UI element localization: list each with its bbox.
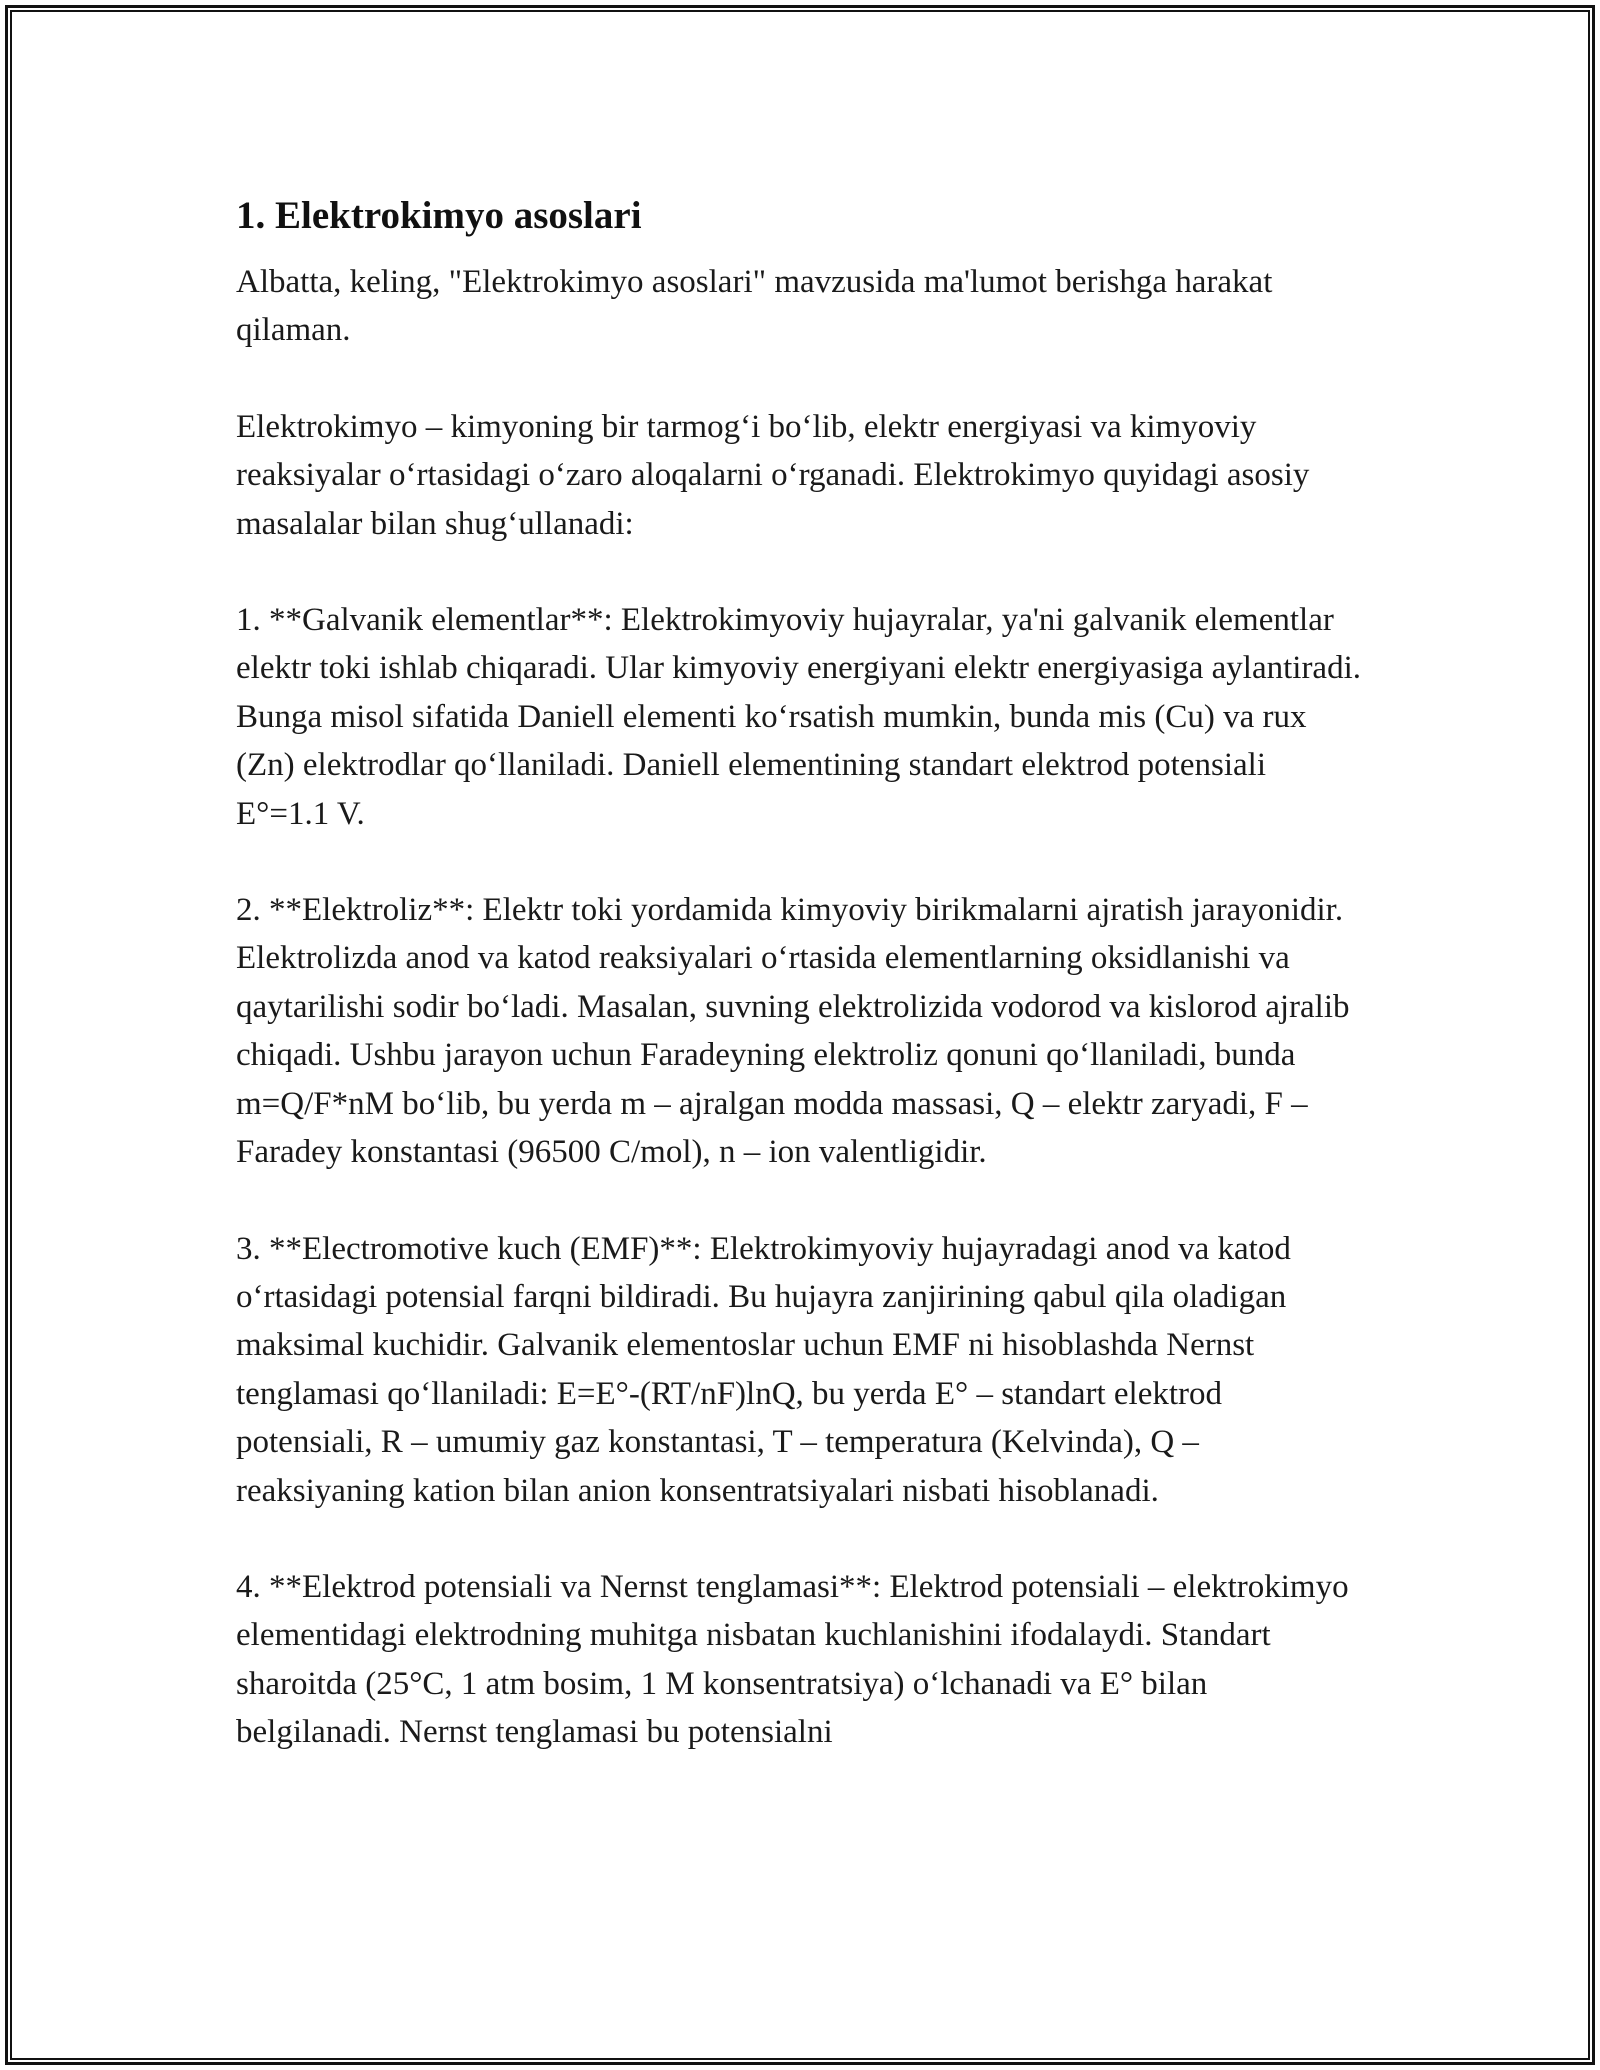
document-title: 1. Elektrokimyo asoslari (236, 194, 642, 237)
document-page (236, 188, 1366, 1805)
paragraph-definition: Elektrokimyo – kimyoning bir tarmog‘i bo‘lib, elektr energiyasi va kimyoviy reaksiyalar o‘rtasidagi o‘zaro aloqalarni o‘rganadi. Elektrokimyo quyidagi asosiy masalalar bilan shug‘ullanadi: (236, 408, 1310, 542)
paragraph-emf: 3. **Electromotive kuch (EMF)**: Elektrokimyoviy hujayradagi anod va katod o‘rtasidagi potensial farqni bildiradi. Bu hujayra zanjirining qabul qila oladigan maksimal kuchidir. Galvanik elementoslar uchun EMF ni hisoblashda Nernst tenglamasi qo‘llaniladi: E=E°-(RT/nF)lnQ, bu yerda E° – standart elektrod potensiali, R – umumiy gaz konstantasi, T – temperatura (Kelvinda), Q – reaksiyaning kation bilan anion konsentratsiyalari nisbati hisoblanadi. (236, 1230, 1291, 1509)
paragraph-electrolysis: 2. **Elektroliz**: Elektr toki yordamida kimyoviy birikmalarni ajratish jarayonidir. Elektrolizda anod va katod reaksiyalari o‘rtasida elementlarning oksidlanishi va qaytarilishi sodir bo‘ladi. Masalan, suvning elektrolizida vodorod va kislorod ajralib chiqadi. Ushbu jarayon uchun Faradeyning elektroliz qonuni qo‘llaniladi, bunda m=Q/F*nM bo‘lib, bu yerda m – ajralgan modda massasi, Q – elektr zaryadi, F – Faradey konstantasi (96500 C/mol), n – ion valentligidir. (236, 892, 1350, 1171)
paragraph-intro: Albatta, keling, "Elektrokimyo asoslari" mavzusida ma'lumot berishga harakat qilaman. (236, 264, 1273, 349)
paragraph-electrode-potential: 4. **Elektrod potensiali va Nernst tenglamasi**: Elektrod potensiali – elektrokimyo elementidagi elektrodning muhitga nisbatan kuchlanishini ifodalaydi. Standart sharoitda (25°C, 1 atm bosim, 1 M konsentratsiya) o‘lchanadi va E° bilan belgilanadi. Nernst tenglamasi bu potensialni (236, 1568, 1349, 1751)
paragraph-galvanic-cells: 1. **Galvanik elementlar**: Elektrokimyoviy hujayralar, ya'ni galvanik elementlar elektr toki ishlab chiqaradi. Ular kimyoviy energiyani elektr energiyasiga aylantiradi. Bunga misol sifatida Daniell elementi ko‘rsatish mumkin, bunda mis (Cu) va rux (Zn) elektrodlar qo‘llaniladi. Daniell elementining standart elektrod potensiali E°=1.1 V. (236, 602, 1361, 832)
